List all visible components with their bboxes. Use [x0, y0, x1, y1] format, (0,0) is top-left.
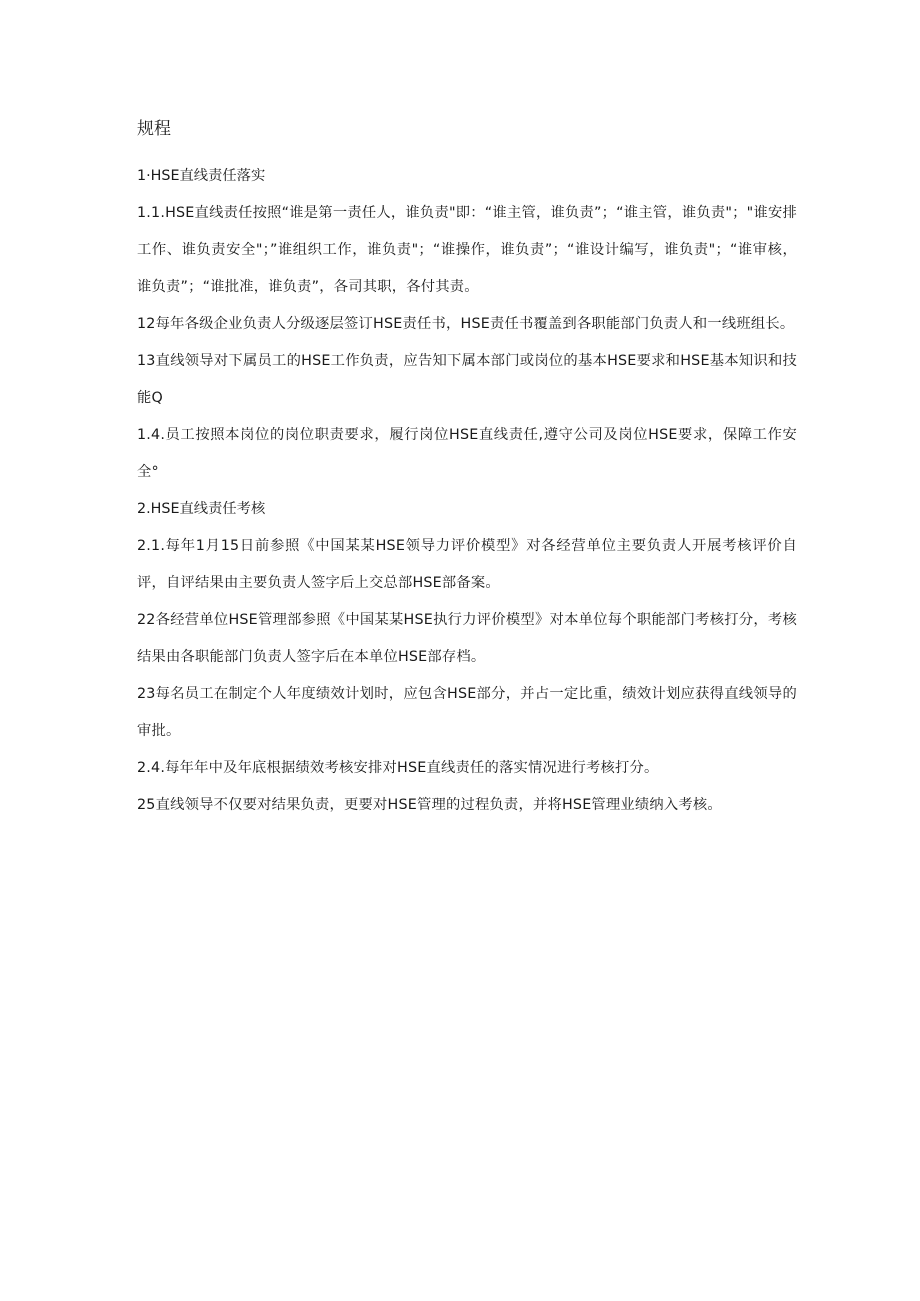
paragraph-2-2: 22各经营单位HSE管理部参照《中国某某HSE执行力评价模型》对本单位每个职能部门考核打分，考核结果由各职能部门负责人签字后在本单位HSE部存档。 — [137, 612, 797, 665]
section-2 — [137, 491, 797, 824]
page-title: 规程 — [137, 119, 171, 139]
section-1 — [137, 158, 797, 491]
paragraph-2-5: 25直线领导不仅要对结果负责，更要对HSE管理的过程负责，并将HSE管理业绩纳入考核。 — [137, 797, 722, 813]
section-heading: 1·HSE直线责任落实 — [137, 168, 266, 184]
paragraph-2-4: 2.4.每年年中及年底根据绩效考核安排对HSE直线责任的落实情况进行考核打分。 — [137, 760, 659, 776]
paragraph-2-3: 23每名员工在制定个人年度绩效计划时，应包含HSE部分，并占一定比重，绩效计划应获得直线领导的审批。 — [137, 686, 797, 739]
paragraph-1-4: 1.4.员工按照本岗位的岗位职责要求，履行岗位HSE直线责任,遵守公司及岗位HSE要求，保障工作安全° — [137, 427, 797, 480]
paragraph-1-1: 1.1.HSE直线责任按照“谁是第一责任人，谁负责"即：“谁主管，谁负责”；“谁主管，谁负责"；"谁安排工作、谁负责安全"；”谁组织工作，谁负责"；“谁操作，谁负责”；“谁设计编写，谁负责"；“谁审核，谁负责”；“谁批准，谁负责”，各司其职，各付其责。 — [137, 205, 797, 295]
paragraph-1-2: 12每年各级企业负责人分级逐层签订HSE责任书，HSE责任书覆盖到各职能部门负责人和一线班组长。 — [137, 316, 795, 332]
section-heading: 2.HSE直线责任考核 — [137, 501, 266, 517]
document-body — [137, 116, 797, 824]
paragraph-2-1: 2.1.每年1月15日前参照《中国某某HSE领导力评价模型》对各经营单位主要负责人开展考核评价自评，自评结果由主要负责人签字后上交总部HSE部备案。 — [137, 538, 797, 591]
paragraph-1-3: 13直线领导对下属员工的HSE工作负责，应告知下属本部门或岗位的基本HSE要求和HSE基本知识和技能Q — [137, 353, 797, 406]
